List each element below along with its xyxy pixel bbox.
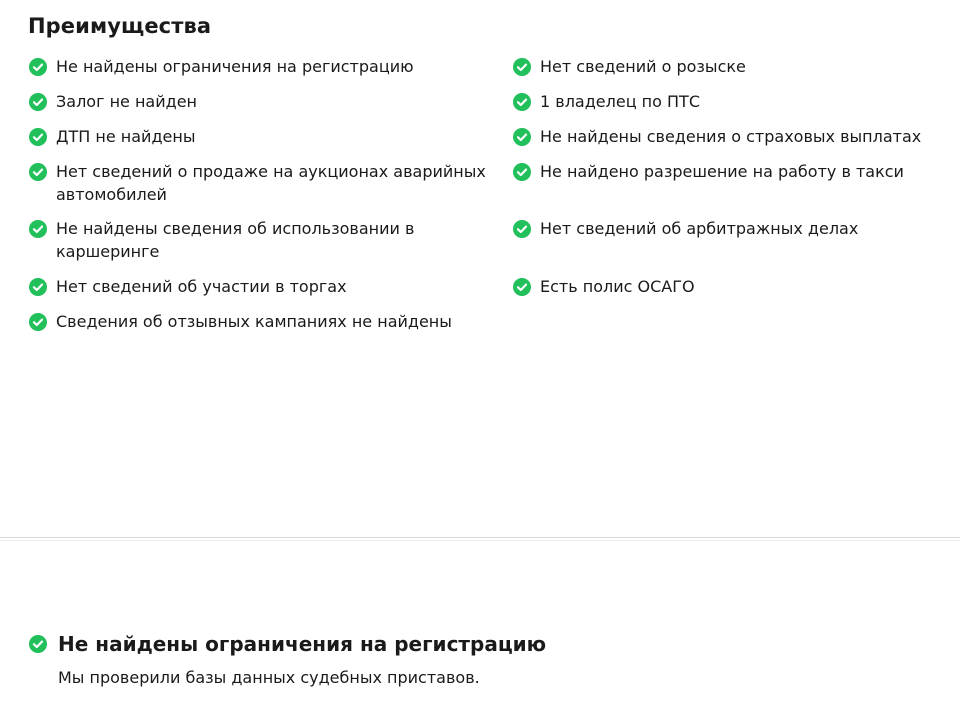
advantage-label: 1 владелец по ПТС (540, 92, 700, 111)
check-circle-icon (513, 58, 531, 76)
advantage-label: Не найдены сведения об использовании в каршеринге (56, 219, 415, 261)
detail-heading (29, 630, 546, 658)
advantage-label: Не найдены сведения о страховых выплатах (540, 127, 922, 146)
section-title: Преимущества (28, 14, 212, 38)
check-circle-icon (29, 278, 47, 296)
check-circle-icon (513, 163, 531, 181)
advantage-label: Нет сведений об арбитражных делах (540, 219, 859, 238)
advantage-item (513, 90, 943, 113)
detail-heading-text: Не найдены ограничения на регистрацию (58, 632, 547, 656)
check-circle-icon (29, 635, 47, 653)
advantage-label: Залог не найден (56, 92, 197, 111)
advantage-item (29, 125, 499, 148)
check-circle-icon (513, 128, 531, 146)
advantage-label: Не найдено разрешение на работу в такси (540, 162, 904, 181)
check-circle-icon (29, 313, 47, 331)
check-circle-icon (513, 93, 531, 111)
advantage-label: Сведения об отзывных кампаниях не найдены (56, 312, 452, 331)
section-divider (0, 537, 960, 538)
detail-description: Мы проверили базы данных судебных приставов. (58, 668, 480, 687)
advantage-item (29, 217, 429, 263)
advantage-item (29, 160, 489, 206)
advantage-item (29, 310, 499, 333)
advantage-item (513, 55, 943, 78)
section-divider-shadow (0, 540, 960, 541)
advantage-item (513, 275, 943, 298)
check-circle-icon (29, 220, 47, 238)
advantage-item (513, 160, 943, 183)
advantage-item (513, 125, 943, 148)
check-circle-icon (513, 220, 531, 238)
check-circle-icon (29, 58, 47, 76)
check-circle-icon (513, 278, 531, 296)
advantage-label: Не найдены ограничения на регистрацию (56, 57, 414, 76)
check-circle-icon (29, 93, 47, 111)
advantage-label: Есть полис ОСАГО (540, 277, 695, 296)
advantage-label: Нет сведений о продаже на аукционах аварийных автомобилей (56, 162, 486, 204)
advantage-item (29, 55, 499, 78)
advantage-label: Нет сведений об участии в торгах (56, 277, 347, 296)
advantage-item (29, 90, 499, 113)
check-circle-icon (29, 128, 47, 146)
advantage-item (29, 275, 499, 298)
advantage-label: ДТП не найдены (56, 127, 196, 146)
advantage-label: Нет сведений о розыске (540, 57, 746, 76)
check-circle-icon (29, 163, 47, 181)
advantage-item (513, 217, 943, 240)
